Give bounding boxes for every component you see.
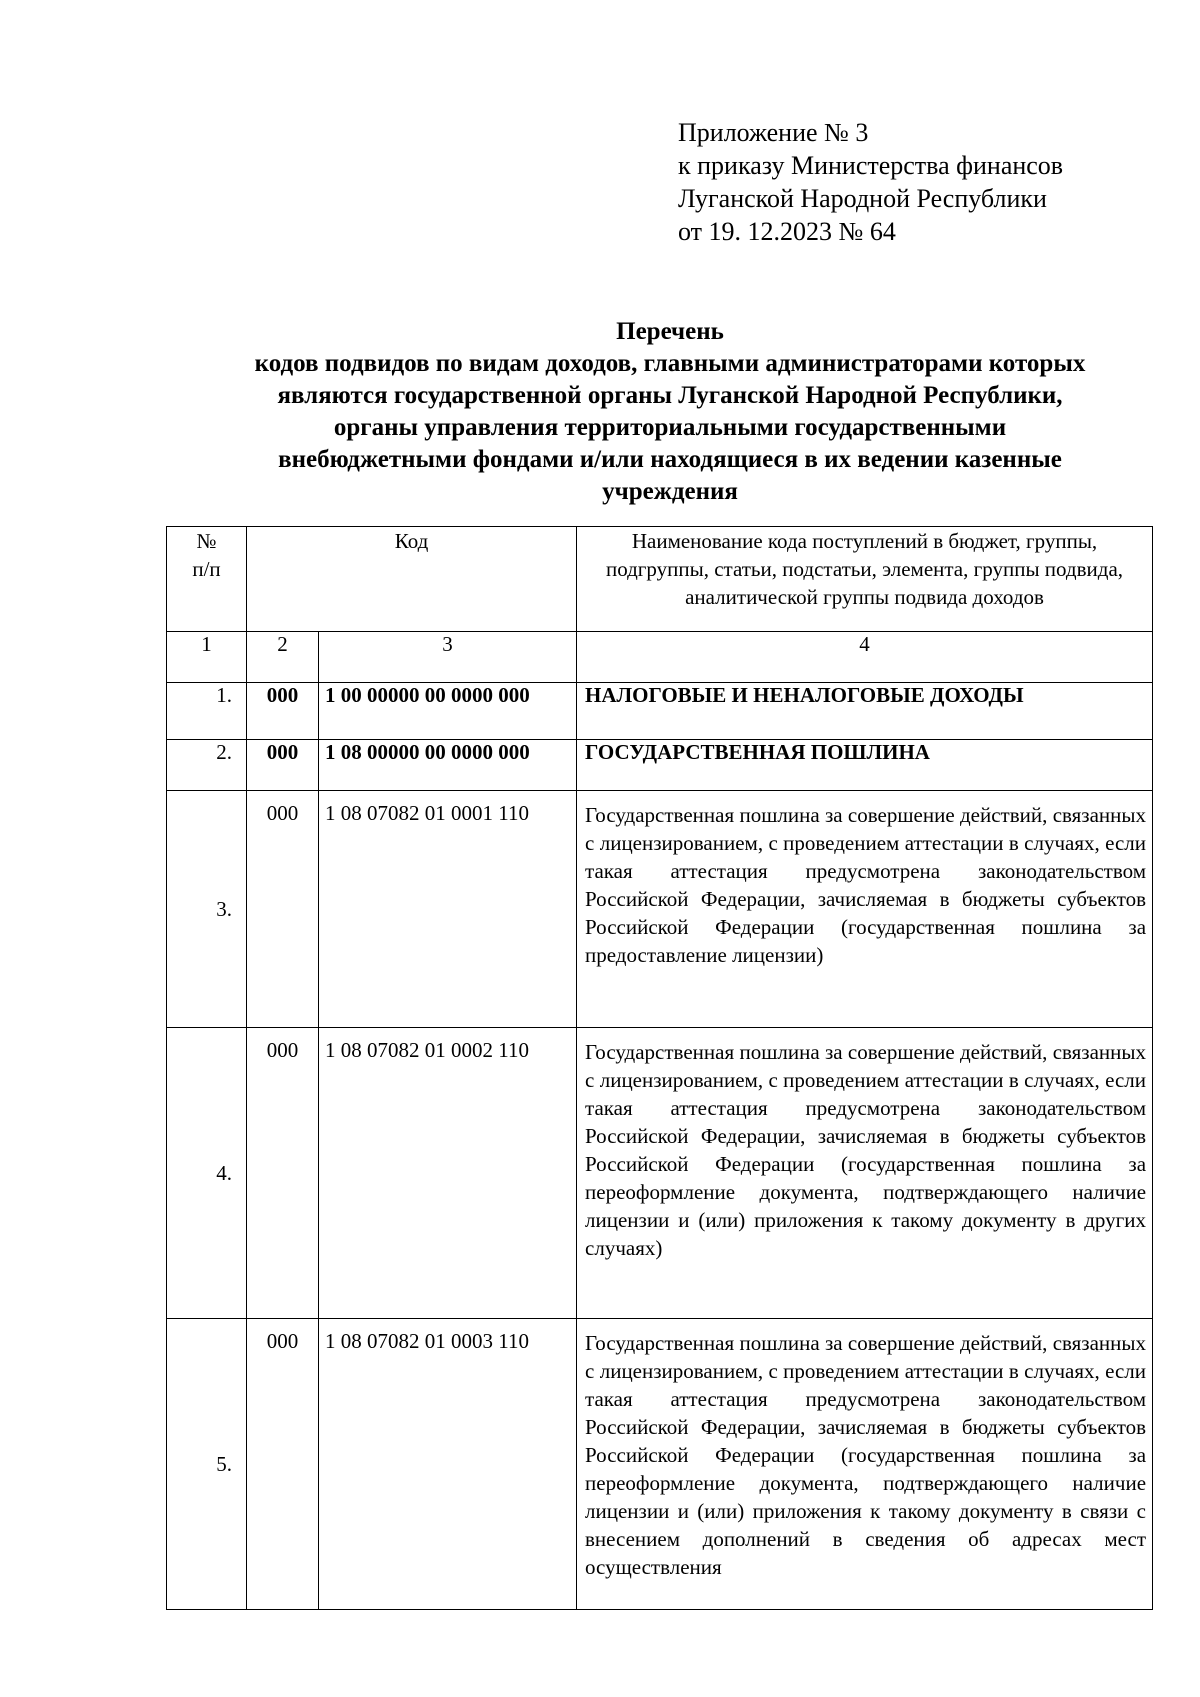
document-title (130, 316, 1200, 508)
column-number: 2 (247, 632, 319, 683)
header-num-cell (167, 527, 247, 632)
table-row (167, 791, 1153, 1028)
admin-code: 000 (247, 1028, 319, 1319)
title-line: внебюджетными фондами и/или находящиеся в их ведении казенные (278, 446, 1062, 473)
header-num-abbr: п/п (192, 557, 221, 581)
admin-code: 000 (247, 1319, 319, 1610)
column-number: 4 (577, 632, 1153, 683)
admin-code: 000 (247, 791, 319, 1028)
revenue-name: НАЛОГОВЫЕ И НЕНАЛОГОВЫЕ ДОХОДЫ (577, 683, 1153, 740)
column-numbers-row (167, 632, 1153, 683)
table-row (167, 1319, 1153, 1610)
title-line: Перечень (616, 318, 724, 345)
header-num-symbol: № (196, 529, 217, 553)
revenue-code: 1 08 07082 01 0002 110 (319, 1028, 577, 1319)
admin-code: 000 (247, 740, 319, 791)
appendix-line: к приказу Министерства финансов (678, 151, 1064, 180)
revenue-name: ГОСУДАРСТВЕННАЯ ПОШЛИНА (577, 740, 1153, 791)
revenue-code: 1 08 00000 00 0000 000 (319, 740, 577, 791)
title-line: являются государственной органы Луганской Народной Республики, (277, 382, 1063, 409)
codes-table (166, 526, 1153, 1610)
table-row (167, 740, 1153, 791)
table-row (167, 1028, 1153, 1319)
appendix-line: Приложение № 3 (678, 118, 869, 147)
admin-code: 000 (247, 683, 319, 740)
row-number: 2. (167, 740, 247, 791)
revenue-name: Государственная пошлина за совершение действий, связанных с лицензированием, с проведением аттестации в случаях, если такая аттестация предусмотрена законодательством Российской Федерации, зачисляемая в бюджеты субъектов Российской Федерации (государственная пошлина за предоставление лицензии) (577, 791, 1153, 1028)
row-number: 4. (167, 1028, 247, 1319)
revenue-code: 1 08 07082 01 0001 110 (319, 791, 577, 1028)
appendix-line: от 19. 12.2023 № 64 (678, 217, 896, 246)
header-name-cell: Наименование кода поступлений в бюджет, группы, подгруппы, статьи, подстатьи, элемента, группы подвида, аналитической группы подвида доходов (577, 527, 1153, 632)
title-line: учреждения (602, 478, 738, 505)
title-line: органы управления территориальными государственными (333, 414, 1007, 441)
header-code-cell: Код (247, 527, 577, 632)
revenue-name: Государственная пошлина за совершение действий, связанных с лицензированием, с проведением аттестации в случаях, если такая аттестация предусмотрена законодательством Российской Федерации, зачисляемая в бюджеты субъектов Российской Федерации (государственная пошлина за переоформление документа, подтверждающего наличие лицензии и (или) приложения к такому документу в связи с внесением дополнений в сведения об адресах мест осуществления (577, 1319, 1153, 1610)
title-line: кодов подвидов по видам доходов, главными администраторами которых (254, 350, 1086, 377)
revenue-code: 1 08 07082 01 0003 110 (319, 1319, 577, 1610)
appendix-block (678, 116, 1063, 248)
appendix-line: Луганской Народной Республики (678, 184, 1047, 213)
row-number: 5. (167, 1319, 247, 1610)
table-row (167, 683, 1153, 740)
revenue-name: Государственная пошлина за совершение действий, связанных с лицензированием, с проведением аттестации в случаях, если такая аттестация предусмотрена законодательством Российской Федерации, зачисляемая в бюджеты субъектов Российской Федерации (государственная пошлина за переоформление документа, подтверждающего наличие лицензии и (или) приложения к такому документу в других случаях) (577, 1028, 1153, 1319)
row-number: 1. (167, 683, 247, 740)
row-number: 3. (167, 791, 247, 1028)
table-header-row (167, 527, 1153, 632)
column-number: 3 (319, 632, 577, 683)
revenue-code: 1 00 00000 00 0000 000 (319, 683, 577, 740)
column-number: 1 (167, 632, 247, 683)
